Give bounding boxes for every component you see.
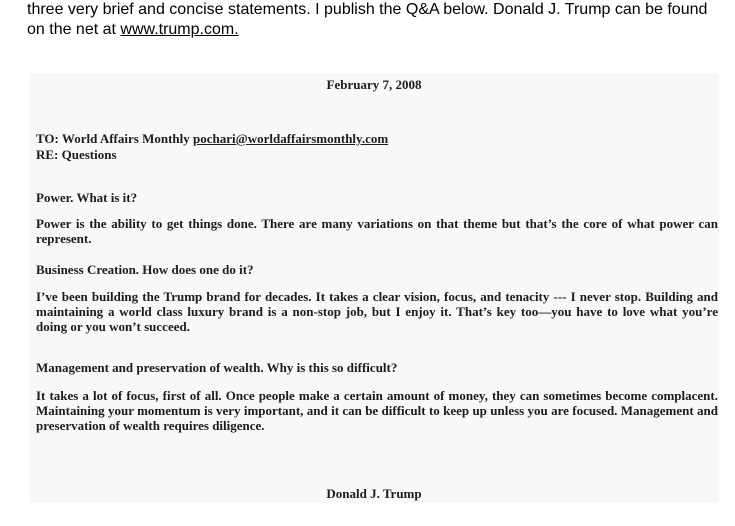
intro-paragraph [27, 0, 727, 40]
to-label: TO: [36, 131, 59, 146]
signature: Donald J. Trump [326, 486, 422, 501]
answer-1: Power is the ability to get things done. There are many variations on that theme but that’s the core of what power can represent. [36, 216, 718, 246]
scanned-letter [29, 73, 719, 503]
letter-date: February 7, 2008 [326, 77, 422, 92]
answer-2: I’ve been building the Trump brand for decades. It takes a clear vision, focus, and tenacity --- I never stop. Building and maintaining a world class luxury brand is a non-stop job, but I enjoy it. That’s key too—you have to love what you’re doing or you won’t succeed. [36, 289, 718, 334]
intro-text: three very brief and concise statements. I publish the Q&A below. Donald J. Trump can be found on the net at [27, 1, 708, 38]
re-label: RE: [36, 147, 59, 162]
question-2: Business Creation. How does one do it? [36, 262, 254, 277]
re-subject: Questions [61, 147, 117, 162]
answer-3: It takes a lot of focus, first of all. Once people make a certain amount of money, they can sometimes become complacent. Maintaining your momentum is very important, and it can be difficult to keep up unless you are focused. Management and preservation of wealth requires diligence. [36, 388, 718, 433]
recipient-email: pochari@worldaffairsmonthly.com [193, 131, 389, 146]
to-recipient: World Affairs Monthly [61, 131, 190, 146]
trump-website-link[interactable]: www.trump.com. [120, 21, 239, 38]
re-line [36, 147, 117, 162]
question-1: Power. What is it? [36, 190, 138, 205]
to-line [36, 131, 388, 146]
question-3: Management and preservation of wealth. Why is this so difficult? [36, 360, 398, 375]
